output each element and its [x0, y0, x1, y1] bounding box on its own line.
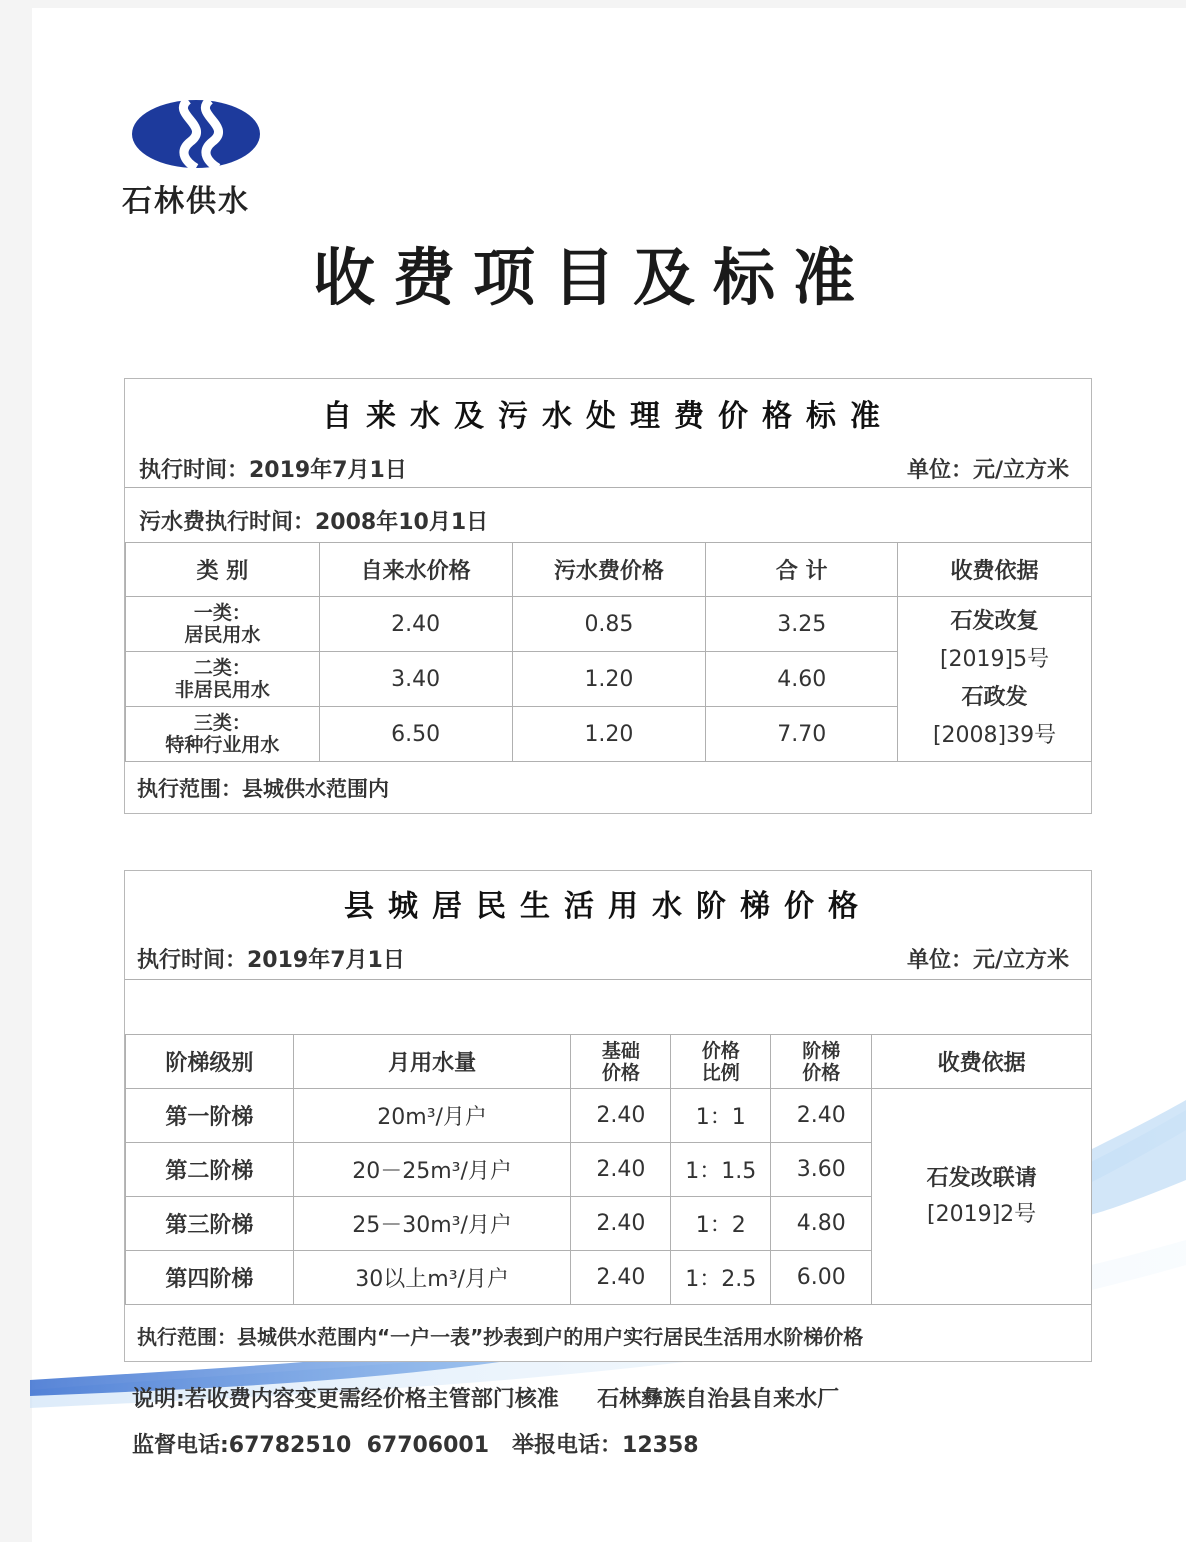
shilin-water-logo: [130, 96, 270, 172]
header-basis: 收费依据: [872, 1035, 1092, 1089]
tier-price: 2.40: [771, 1089, 872, 1143]
category-line2: 特种行业用水: [165, 734, 280, 756]
table2-title: 县城居民生活用水阶梯价格: [344, 889, 872, 924]
category-line1: 三类：: [193, 712, 251, 734]
footer-note: 说明:若收费内容变更需经价格主管部门核准 石林彝族自治县自来水厂: [132, 1387, 840, 1412]
tier-price: 6.00: [771, 1251, 872, 1305]
basis-line: 石发改复: [950, 609, 1039, 634]
total-price: 3.25: [706, 597, 898, 652]
header-line: 基础: [601, 1039, 640, 1062]
tier-level: 第二阶梯: [126, 1143, 294, 1197]
table2-exec-time: 执行时间：2019年7月1日: [137, 948, 405, 973]
base-price: 2.40: [571, 1251, 671, 1305]
header-line: 价格: [802, 1061, 841, 1084]
header-line: 价格: [701, 1039, 740, 1062]
logo-text: 石林供水: [122, 184, 250, 219]
base-price: 2.40: [571, 1089, 671, 1143]
base-price: 2.40: [571, 1197, 671, 1251]
header-water-price: 自来水价格: [319, 543, 512, 597]
table-row: [126, 1089, 1092, 1143]
tier-price: 3.60: [771, 1143, 872, 1197]
category-line2: 非居民用水: [174, 679, 270, 701]
price-ratio: 1：2: [671, 1197, 771, 1251]
table1-sewage-time: 污水费执行时间：2008年10月1日: [139, 510, 489, 535]
basis-line: [2019]2号: [927, 1201, 1037, 1227]
table1-exec-time: 执行时间：2019年7月1日: [139, 458, 407, 483]
tier-level: 第三阶梯: [126, 1197, 294, 1251]
header-line: 价格: [601, 1061, 640, 1084]
basis-line: 石发改联请: [926, 1165, 1037, 1191]
tier-volume: 25－30m³/月户: [293, 1197, 571, 1251]
category-line1: 一类：: [193, 602, 251, 624]
sewage-price: 1.20: [512, 652, 706, 707]
base-price: 2.40: [571, 1143, 671, 1197]
table-row: [126, 597, 1092, 652]
total-price: 7.70: [706, 707, 898, 762]
tier-volume: 20m³/月户: [293, 1089, 571, 1143]
header-category: 类 别: [126, 543, 320, 597]
header-tier-price: [771, 1035, 872, 1089]
header-line: 比例: [701, 1061, 740, 1084]
sewage-price: 0.85: [512, 597, 706, 652]
water-price: 6.50: [319, 707, 512, 762]
basis-cell: [872, 1089, 1092, 1305]
tiered-price-table: [124, 870, 1092, 1362]
table2-scope: 执行范围：县城供水范围内“一户一表”抄表到户的用户实行居民生活用水阶梯价格: [137, 1325, 864, 1349]
header-base-price: [571, 1035, 671, 1089]
tier-price: 4.80: [771, 1197, 872, 1251]
header-line: 阶梯: [802, 1039, 841, 1062]
price-ratio: 1：2.5: [671, 1251, 771, 1305]
category-line1: 二类：: [193, 657, 251, 679]
footer-phones: 监督电话:67782510 67706001 举报电话：12358: [132, 1433, 699, 1458]
total-price: 4.60: [706, 652, 898, 707]
tier-level: 第一阶梯: [126, 1089, 294, 1143]
sewage-price-table: [124, 378, 1092, 814]
tier-volume: 20－25m³/月户: [293, 1143, 571, 1197]
price-ratio: 1：1: [671, 1089, 771, 1143]
header-total: 合 计: [706, 543, 898, 597]
header-level: 阶梯级别: [126, 1035, 294, 1089]
tier-level: 第四阶梯: [126, 1251, 294, 1305]
header-sewage-price: 污水费价格: [512, 543, 706, 597]
basis-cell: [898, 597, 1092, 762]
basis-line: 石政发: [961, 685, 1028, 710]
header-volume: 月用水量: [293, 1035, 571, 1089]
water-price: 2.40: [319, 597, 512, 652]
tier-volume: 30以上m³/月户: [293, 1251, 571, 1305]
header-basis: 收费依据: [898, 543, 1092, 597]
page-title: 收费项目及标准: [312, 241, 873, 314]
table1-title: 自来水及污水处理费价格标准: [322, 399, 894, 434]
price-ratio: 1：1.5: [671, 1143, 771, 1197]
table1-scope: 执行范围：县城供水范围内: [137, 777, 389, 801]
basis-line: [2008]39号: [932, 723, 1057, 748]
table2-unit: 单位：元/立方米: [906, 948, 1069, 973]
category-line2: 居民用水: [184, 624, 261, 646]
water-price: 3.40: [319, 652, 512, 707]
header-ratio: [671, 1035, 771, 1089]
table1-grid: [125, 542, 1092, 762]
table2-grid: [125, 1034, 1092, 1305]
sewage-price: 1.20: [512, 707, 706, 762]
table1-unit: 单位：元/立方米: [906, 458, 1069, 483]
basis-line: [2019]5号: [939, 647, 1050, 672]
